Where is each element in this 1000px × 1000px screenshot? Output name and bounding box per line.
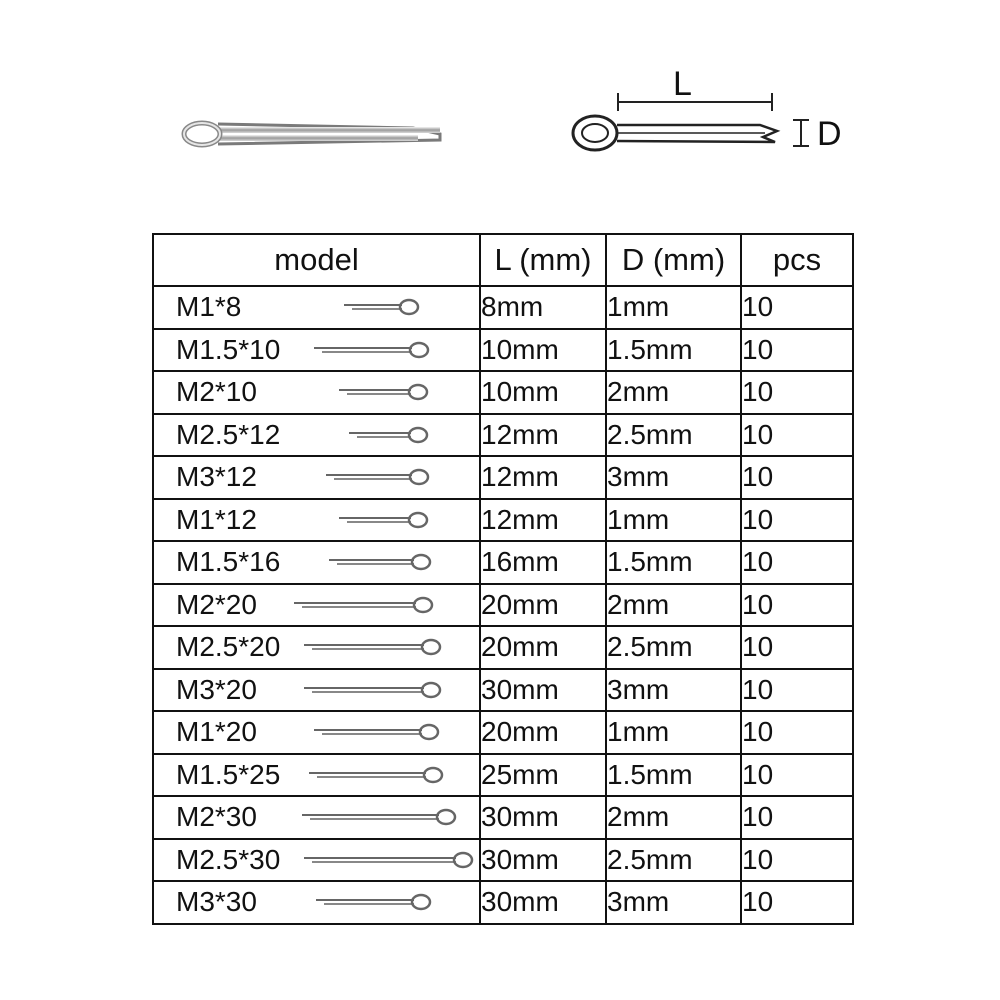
cell-pcs: 10 [741,329,853,372]
cell-length: 30mm [480,796,606,839]
cell-diameter: 3mm [606,881,741,924]
cell-length: 16mm [480,541,606,584]
cell-diameter: 1.5mm [606,754,741,797]
cell-length: 20mm [480,626,606,669]
cell-diameter: 1mm [606,286,741,329]
table-header-row [153,234,853,286]
model-name: M2*20 [176,588,257,620]
cell-length: 12mm [480,456,606,499]
table-row [153,711,853,754]
table-row [153,286,853,329]
cell-diameter: 2mm [606,796,741,839]
cell-model [153,669,480,712]
spec-table [152,233,854,925]
cell-model [153,754,480,797]
table-row [153,499,853,542]
cell-diameter: 1mm [606,499,741,542]
cell-diameter: 2mm [606,584,741,627]
cell-length: 8mm [480,286,606,329]
model-name: M1.5*25 [176,758,281,790]
table-body [153,286,853,924]
model-name: M1.5*10 [176,333,281,365]
cell-model [153,499,480,542]
table-row [153,669,853,712]
cotter-pin-icon [292,590,434,620]
cell-pcs: 10 [741,626,853,669]
cell-pcs: 10 [741,499,853,542]
cell-diameter: 1.5mm [606,541,741,584]
cell-pcs: 10 [741,541,853,584]
cell-diameter: 1.5mm [606,329,741,372]
cell-pcs: 10 [741,881,853,924]
model-name: M3*30 [176,886,257,918]
cotter-pin-icon [337,505,429,535]
table-row [153,754,853,797]
header-model: model [153,234,480,286]
model-name: M1*20 [176,716,257,748]
table-row [153,881,853,924]
table-row [153,839,853,882]
cell-model [153,584,480,627]
cell-pcs: 10 [741,456,853,499]
cell-model [153,711,480,754]
cell-diameter: 2mm [606,371,741,414]
model-name: M1.5*16 [176,546,281,578]
cell-length: 30mm [480,669,606,712]
cotter-pin-icon [312,335,430,365]
cell-length: 25mm [480,754,606,797]
cell-pcs: 10 [741,754,853,797]
cotter-pin-icon [324,462,430,492]
model-name: M1*12 [176,503,257,535]
cell-pcs: 10 [741,839,853,882]
diameter-label: D [817,115,842,153]
cell-model [153,286,480,329]
cell-pcs: 10 [741,711,853,754]
cell-model [153,541,480,584]
cell-diameter: 3mm [606,456,741,499]
cell-pcs: 10 [741,796,853,839]
cotter-pin-icon [327,547,432,577]
model-name: M2*30 [176,801,257,833]
table-row [153,626,853,669]
cotter-pin-icon [347,420,429,450]
cotter-pin-outline [565,55,855,185]
cotter-pin-icon [302,632,442,662]
cotter-pin-icon [314,887,432,917]
table-row [153,329,853,372]
cell-model [153,456,480,499]
length-label: L [673,65,692,103]
model-name: M2.5*12 [176,418,281,450]
cell-model [153,839,480,882]
cell-model [153,329,480,372]
model-name: M2*10 [176,376,257,408]
model-name: M2.5*30 [176,843,281,875]
table-row [153,414,853,457]
table-row [153,796,853,839]
cell-pcs: 10 [741,414,853,457]
cell-length: 12mm [480,499,606,542]
cotter-pin-photo [178,110,448,160]
cell-length: 20mm [480,711,606,754]
cell-pcs: 10 [741,371,853,414]
cell-model [153,414,480,457]
model-name: M1*8 [176,291,242,323]
header-pcs: pcs [741,234,853,286]
cotter-pin-icon [337,377,429,407]
dimension-diagram [565,55,855,185]
cell-model [153,371,480,414]
table-row [153,371,853,414]
cell-diameter: 2.5mm [606,626,741,669]
cell-pcs: 10 [741,584,853,627]
cell-pcs: 10 [741,286,853,329]
cotter-pin-icon [342,292,420,322]
cotter-pin-icon [302,845,474,875]
table-row [153,541,853,584]
model-name: M2.5*20 [176,631,281,663]
cotter-pin-icon [312,717,440,747]
cell-model [153,881,480,924]
table-row [153,584,853,627]
table-row [153,456,853,499]
cell-length: 12mm [480,414,606,457]
header-length: L (mm) [480,234,606,286]
cell-model [153,796,480,839]
cell-diameter: 3mm [606,669,741,712]
cell-length: 10mm [480,371,606,414]
cell-length: 10mm [480,329,606,372]
cell-length: 30mm [480,881,606,924]
cell-length: 30mm [480,839,606,882]
cell-diameter: 2.5mm [606,414,741,457]
model-name: M3*12 [176,461,257,493]
cotter-pin-icon [302,675,442,705]
cell-diameter: 1mm [606,711,741,754]
cell-length: 20mm [480,584,606,627]
header-diameter: D (mm) [606,234,741,286]
model-name: M3*20 [176,673,257,705]
cell-model [153,626,480,669]
cotter-pin-icon [300,802,457,832]
cell-diameter: 2.5mm [606,839,741,882]
cotter-pin-icon [307,760,444,790]
cell-pcs: 10 [741,669,853,712]
